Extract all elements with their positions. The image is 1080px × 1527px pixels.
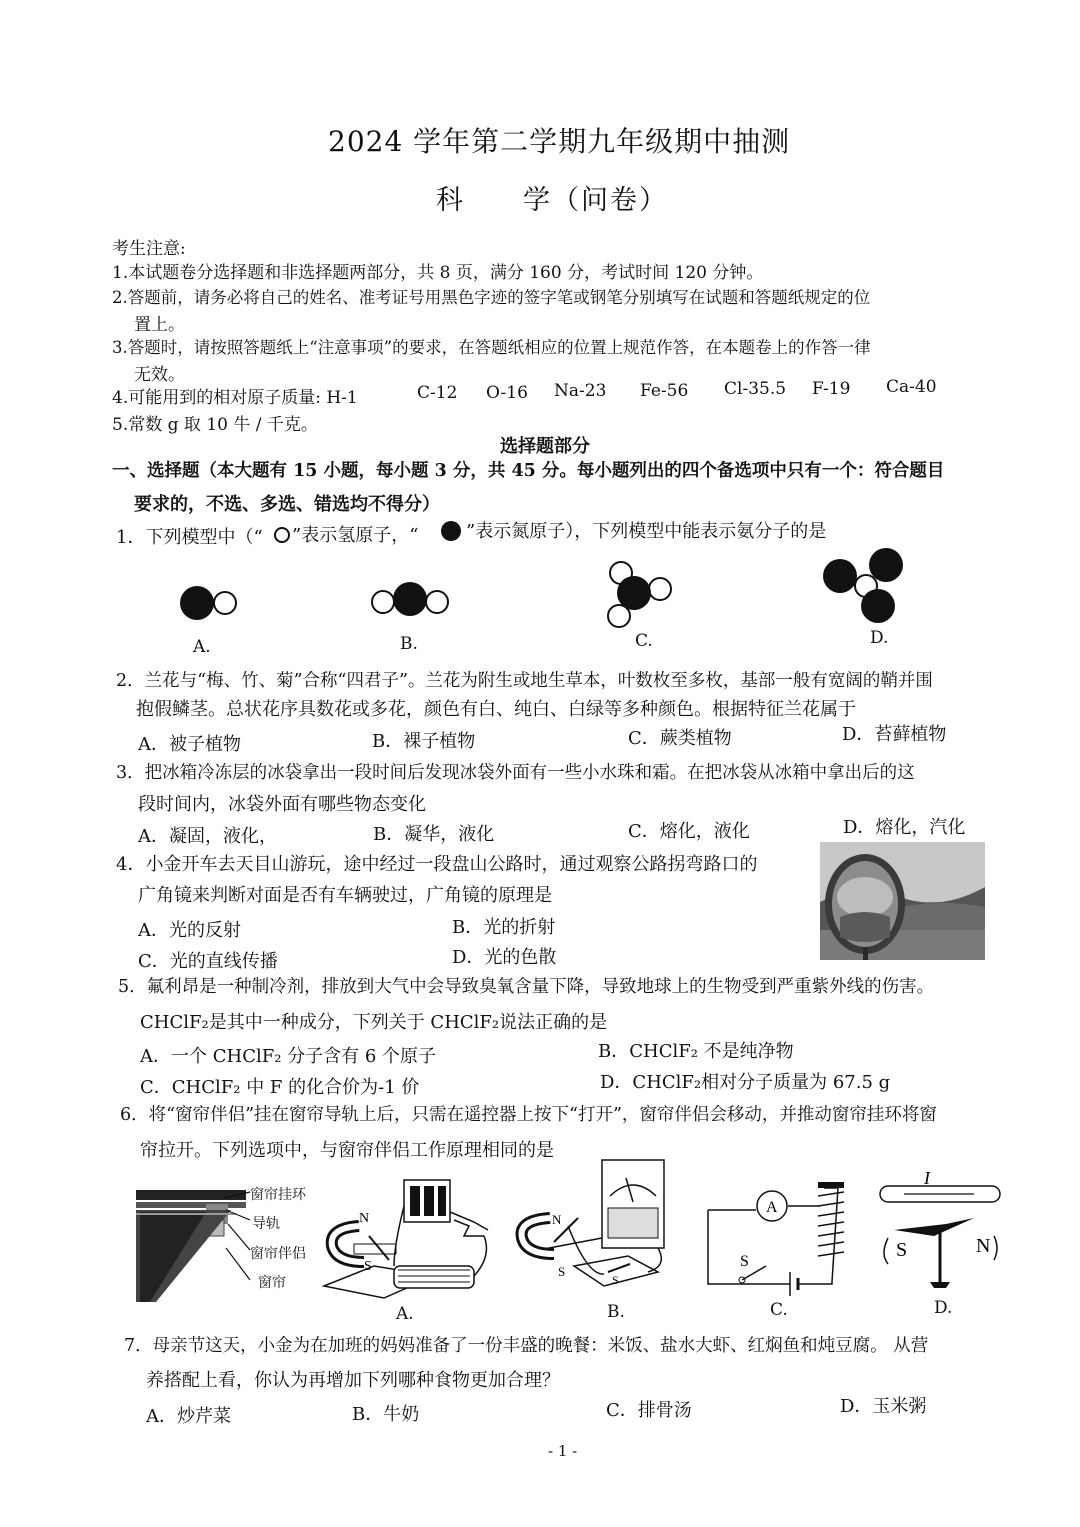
q2-option-a: A．被子植物	[138, 734, 241, 755]
q1-stem-post: ”表示氮原子），下列模型中能表示氨分子的是	[466, 521, 827, 542]
q2-stem-line-2: 抱假鳞茎。总状花序具数花或多花，颜色有白、纯白、白绿等多种颜色。根据特征兰花属于	[136, 699, 856, 720]
section-heading-cont: 要求的，不选、多选、错选均不得分）	[134, 494, 440, 515]
molecule-d-diagram	[816, 542, 916, 632]
atomic-mass: F-19	[812, 379, 851, 399]
atomic-mass: Na-23	[554, 381, 607, 401]
page-number: - 1 -	[548, 1442, 578, 1460]
section-title: 选择题部分	[500, 436, 590, 457]
exam-title: 2024 学年第二学期九年级期中抽测	[328, 125, 791, 158]
q7-option-c: C．排骨汤	[606, 1400, 692, 1421]
oersted-experiment-diagram	[874, 1164, 1014, 1294]
hydrogen-atom	[649, 578, 671, 600]
q6-stem-line-1: 6．将“窗帘伴侣”挂在窗帘导轨上后，只需在遥控器上按下“打开”，窗帘伴侣会移动，并推动窗帘挂环将窗	[120, 1105, 937, 1125]
q3-option-c: C．熔化，液化	[628, 821, 750, 842]
magnet-north-label: N	[552, 1212, 562, 1227]
q5-option-b: B．CHClF₂ 不是纯净物	[598, 1041, 794, 1062]
hydrogen-atom	[426, 591, 448, 613]
nitrogen-atom-icon	[438, 519, 464, 543]
notice-line-1: 1.本试题卷分选择题和非选择题两部分，共 8 页，满分 160 分，考试时间 120 分钟。	[112, 263, 764, 283]
notice-line-4: 4.可能用到的相对原子质量: H-1	[112, 388, 358, 408]
ammeter-label: A	[766, 1199, 778, 1216]
subject-title: 科 学（问卷）	[436, 185, 668, 216]
callout-curtain-ring: 窗帘挂环	[250, 1187, 306, 1203]
q4-option-c: C．光的直线传播	[138, 951, 278, 972]
magnet-south-label: S	[364, 1259, 372, 1274]
current-label: I	[924, 1168, 930, 1188]
needle-north-label: N	[976, 1235, 991, 1257]
notice-line-3: 3.答题时，请按照答题纸上“注意事项”的要求，在答题纸相应的位置上规范作答，在本题卷上的作答一律	[112, 338, 871, 357]
hydrogen-atom	[214, 592, 236, 614]
q3-option-d: D．熔化，汽化	[843, 817, 966, 838]
electromagnet-circuit-diagram	[700, 1174, 860, 1294]
switch-south-label: S	[612, 1273, 619, 1287]
q4-option-b: B．光的折射	[452, 917, 556, 938]
needle-south-label: S	[896, 1239, 908, 1261]
q6-stem-line-2: 帘拉开。下列选项中，与窗帘伴侣工作原理相同的是	[140, 1140, 554, 1161]
callout-rail: 导轨	[252, 1216, 280, 1232]
notice-line-2-cont: 置上。	[134, 315, 185, 335]
molecule-a-diagram	[170, 580, 250, 630]
q5-stem-line-1: 5．氟利昂是一种制冷剂，排放到大气中会导致臭氧含量下降，导致地球上的生物受到严重紫外线的伤害。	[118, 977, 935, 997]
q7-option-d: D．玉米粥	[840, 1396, 927, 1417]
q7-stem-line-1: 7．母亲节这天，小金为在加班的妈妈准备了一份丰盛的晚餐：米饭、盐水大虾、红焖鱼和炖豆腐。 从营	[124, 1336, 929, 1356]
generator-circuit-diagram	[508, 1156, 678, 1306]
nitrogen-atom	[869, 548, 903, 582]
q4-stem-line-2: 广角镜来判断对面是否有车辆驶过，广角镜的原理是	[138, 885, 552, 906]
nitrogen-atom	[861, 589, 895, 623]
magnet-north-label: N	[359, 1211, 370, 1226]
q4-option-a: A．光的反射	[138, 920, 241, 941]
notice-line-3-cont: 无效。	[134, 365, 185, 385]
q2-stem-line-1: 2．兰花与“梅、竹、菊”合称“四君子”。兰花为附生或地生草本，叶数枚至多枚，基部一般有宽阔的鞘并围	[116, 671, 933, 691]
q2-option-c: C．蕨类植物	[628, 728, 732, 749]
q7-option-a: A．炒芹菜	[146, 1406, 231, 1427]
callout-curtain-companion: 窗帘伴侣	[250, 1246, 306, 1262]
q4-option-d: D．光的色散	[452, 947, 557, 968]
q5-option-c: C．CHClF₂ 中 F 的化合价为-1 价	[140, 1077, 420, 1098]
atomic-mass: Cl-35.5	[724, 379, 787, 399]
q1-label-c: C.	[635, 631, 653, 651]
q1-label-d: D.	[870, 628, 889, 648]
q5-option-a: A．一个 CHClF₂ 分子含有 6 个原子	[140, 1046, 437, 1067]
nitrogen-atom	[823, 559, 857, 593]
atomic-mass: C-12	[417, 383, 458, 403]
q6-label-b: B.	[607, 1302, 625, 1322]
hydrogen-atom	[372, 591, 394, 613]
magnet-south-label: S	[558, 1264, 566, 1279]
section-heading: 一、选择题（本大题有 15 小题，每小题 3 分，共 45 分。每小题列出的四个备选项中只有一个：符合题目	[112, 461, 945, 481]
q3-option-b: B．凝华，液化	[373, 824, 495, 845]
molecule-b-diagram	[364, 575, 464, 625]
q7-stem-line-2: 养搭配上看，你认为再增加下列哪种食物更加合理？	[146, 1370, 560, 1391]
atomic-mass: Ca-40	[886, 377, 937, 397]
nitrogen-atom	[180, 586, 214, 620]
wide-angle-mirror-photo	[820, 842, 985, 960]
q1-stem-pre: 1．下列模型中（“	[116, 527, 263, 548]
q4-stem-line-1: 4．小金开车去天目山游玩，途中经过一段盘山公路时，通过观察公路拐弯路口的	[116, 854, 758, 875]
hydrogen-atom-icon	[272, 525, 292, 545]
q3-stem-line-2: 段时间内，冰袋外面有哪些物态变化	[138, 794, 426, 815]
nitrogen-atom	[393, 582, 427, 616]
motor-circuit-diagram	[314, 1166, 494, 1306]
notice-line-2: 2.答题前，请务必将自己的姓名、准考证号用黑色字迹的签字笔或钢笔分别填写在试题和答题纸规定的位	[112, 288, 871, 307]
q5-option-d: D．CHClF₂相对分子质量为 67.5 g	[600, 1072, 891, 1093]
q2-option-b: B．裸子植物	[372, 731, 476, 752]
molecule-c-diagram	[596, 556, 686, 636]
q5-stem-line-2: CHClF₂是其中一种成分，下列关于 CHClF₂说法正确的是	[140, 1012, 608, 1033]
notice-line-5: 5.常数 g 取 10 牛 / 千克。	[112, 415, 318, 435]
callout-curtain: 窗帘	[258, 1275, 286, 1291]
notice-heading: 考生注意:	[112, 239, 186, 259]
q3-option-a: A．凝固，液化，	[138, 826, 277, 847]
q6-label-d: D.	[934, 1298, 953, 1318]
atomic-mass: O-16	[486, 383, 528, 403]
atomic-mass: Fe-56	[640, 381, 689, 401]
q1-label-a: A.	[193, 637, 211, 657]
q7-option-b: B．牛奶	[352, 1404, 420, 1425]
q6-label-a: A.	[396, 1304, 414, 1324]
q1-stem-mid: ”表示氢原子，“	[292, 525, 419, 546]
switch-label: S	[740, 1253, 749, 1270]
nitrogen-atom	[617, 576, 651, 610]
q2-option-d: D．苔藓植物	[842, 724, 947, 745]
q1-label-b: B.	[400, 634, 418, 654]
q6-label-c: C.	[770, 1300, 788, 1320]
q3-stem-line-1: 3．把冰箱冷冻层的冰袋拿出一段时间后发现冰袋外面有一些小水珠和霜。在把冰袋从冰箱中拿出后的这	[116, 763, 915, 783]
